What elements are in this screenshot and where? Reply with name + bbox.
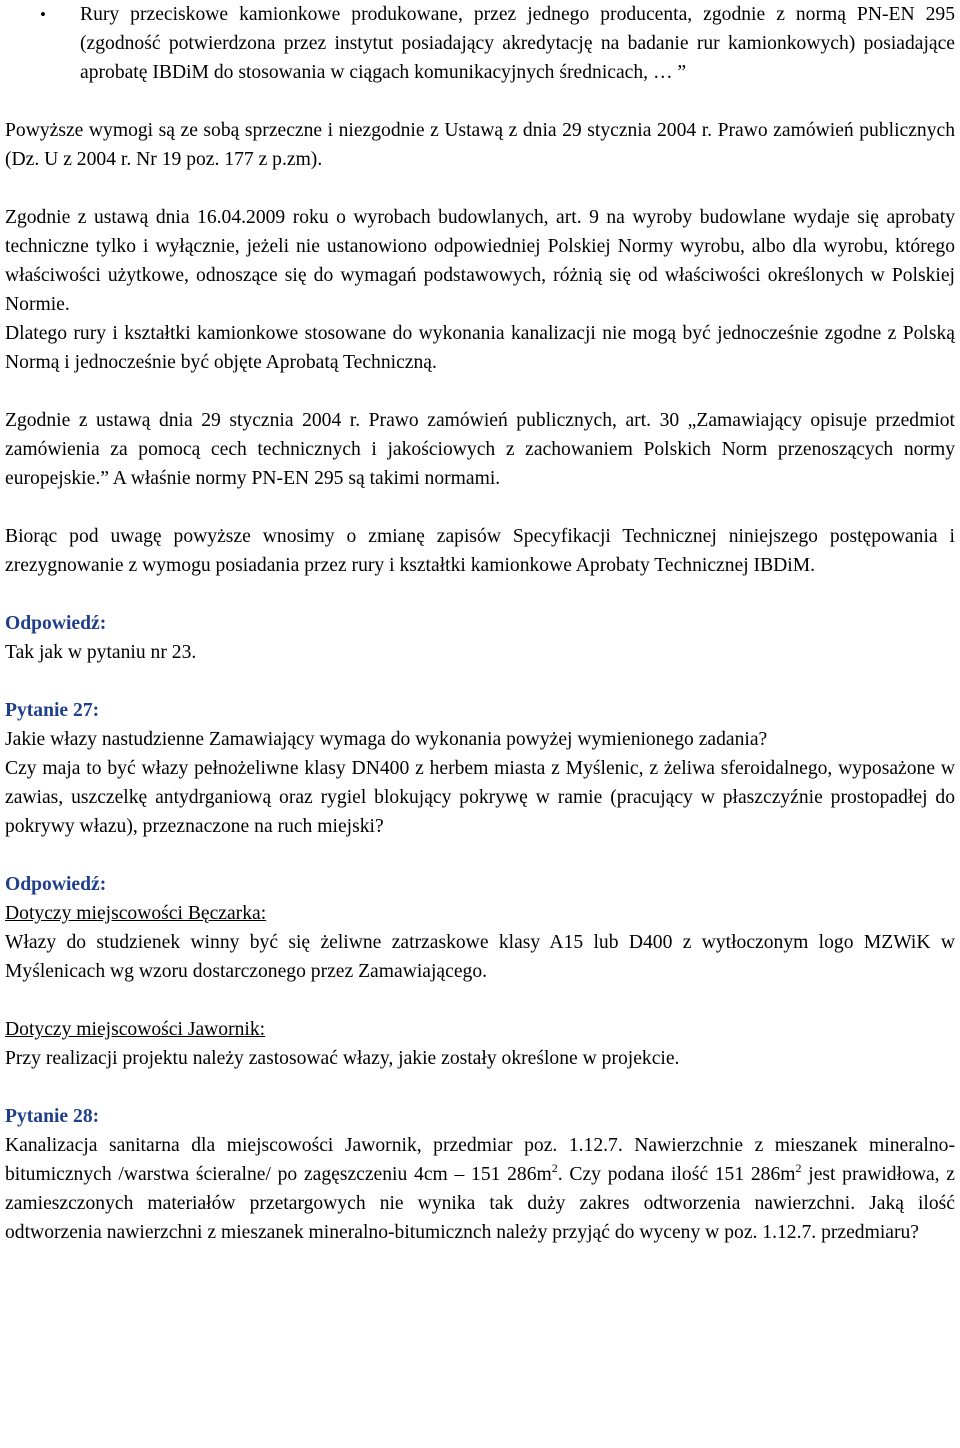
para-art30: Zgodnie z ustawą dnia 29 stycznia 2004 r. Prawo zamówień publicznych, art. 30 „Zamawiający opisuje przedmiot zamówienia za pomocą cech technicznych i jakościowych z zachowaniem Polskich Norm przenoszących normy europejskie.” A właśnie normy PN-EN 295 są takimi normami. [5,410,955,489]
bullet-item [5,0,955,87]
answer-27-location2-title: Dotyczy miejscowości Jawornik: [5,1019,266,1040]
question-28-text-part2: . Czy podana ilość 151 286m [557,1164,796,1185]
question-27-text2: Czy maja to być włazy pełnożeliwne klasy DN400 z herbem miasta z Myślenic, z żeliwa sferoidalnego, wyposażone w zawias, uszczelkę antydrganiową oraz rygiel blokujący pokrywę w ramie (pracujący w płaszczyźnie prostopadłej do pokrywy włazu), przeznaczone na ruch miejski? [5,758,955,837]
question-28-heading: Pytanie 28: [5,1106,100,1127]
answer-26-heading: Odpowiedź: [5,613,107,634]
question-27-heading: Pytanie 27: [5,700,100,721]
answer-27-location1-title: Dotyczy miejscowości Bęczarka: [5,903,267,924]
answer-27-location1-text: Włazy do studzienek winny być się żeliwne zatrzaskowe klasy A15 lub D400 z wytłoczonym logo MZWiK w Myślenicach wg wzoru dostarczonego przez Zamawiającego. [5,932,955,982]
question-28-text-part1: Kanalizacja sanitarna dla miejscowości Jawornik, przedmiar poz. 1.12.7. Nawierzchnie z mieszanek mineralno-bitumicznych /warstwa ścieralne/ po zagęszczeniu 4cm – 151 286m [5,1135,955,1185]
superscript-2: 2 [551,1161,558,1175]
answer-27-heading: Odpowiedź: [5,874,107,895]
answer-27-location2-text: Przy realizacji projektu należy zastosować włazy, jakie zostały określone w projekcie. [5,1048,680,1069]
para-ustawa-2009: Zgodnie z ustawą dnia 16.04.2009 roku o wyrobach budowlanych, art. 9 na wyroby budowlane wydaje się aprobaty techniczne tylko i wyłącznie, jeżeli nie ustanowiono odpowiedniej Polskiej Normy wyrobu, albo dla wyrobu, którego właściwości użytkowe, odnoszące się do wymagań podstawowych, różnią się od właściwości określonych w Polskiej Normie. [5,207,955,315]
answer-26-text: Tak jak w pytaniu nr 23. [5,642,197,663]
bullet-symbol: • [40,5,46,24]
question-28-text-part3: jest prawidłowa, z zamieszczonych materiałów przetargowych nie wynika tak duży zakres odtworzenia nawierzchni. Jaką ilość odtworzenia nawierzchni z mieszanek mineralno-bitumicznch należy przyjąć do wyceny w poz. 1.12.7. przedmiaru? [5,1164,956,1243]
question-28-text [5,1131,955,1247]
para-dlatego: Dlatego rury i kształtki kamionkowe stosowane do wykonania kanalizacji nie mogą być jednocześnie zgodne z Polską Normą i jednocześnie być objęte Aprobatą Techniczną. [5,323,955,373]
superscript-2: 2 [795,1161,802,1175]
para-contradiction: Powyższe wymogi są ze sobą sprzeczne i niezgodnie z Ustawą z dnia 29 stycznia 2004 r. Prawo zamówień publicznych (Dz. U z 2004 r. Nr 19 poz. 177 z p.zm). [5,120,955,170]
question-27-text1: Jakie włazy nastudzienne Zamawiający wymaga do wykonania powyżej wymienionego zadania? [5,729,768,750]
para-wniosek: Biorąc pod uwagę powyższe wnosimy o zmianę zapisów Specyfikacji Technicznej niniejszego postępowania i zrezygnowanie z wymogu posiadania przez rury i kształtki kamionkowe Aprobaty Technicznej IBDiM. [5,526,955,576]
bullet-item-text: Rury przeciskowe kamionkowe produkowane, przez jednego producenta, zgodnie z normą PN-EN 295 (zgodność potwierdzona przez instytut posiadający akredytację na badanie rur kamionkowych) posiadające aprobatę IBDiM do stosowania w ciągach komunikacyjnych średnicach, … ” [80,4,955,83]
